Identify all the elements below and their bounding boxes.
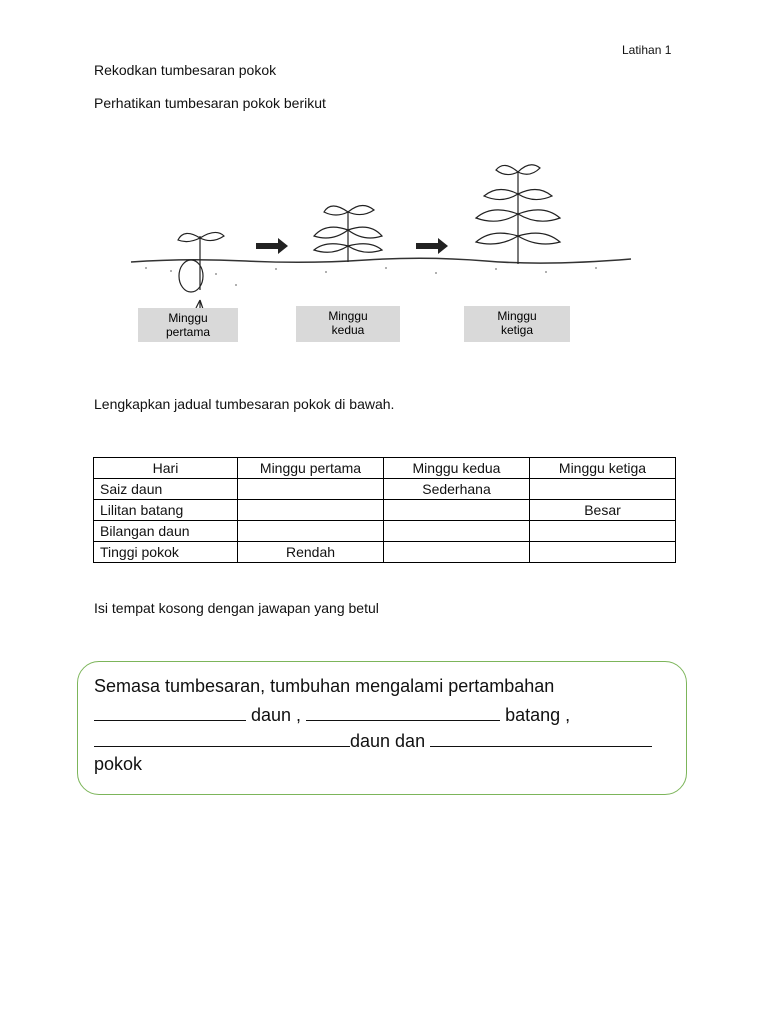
word-daun-dan: daun dan [350, 731, 426, 751]
answer-sentence-start: Semasa tumbesaran, tumbuhan mengalami pertambahan [94, 676, 555, 696]
table-instruction: Lengkapkan jadual tumbesaran pokok di bawah. [94, 396, 395, 412]
word-pokok: pokok [94, 754, 143, 774]
worksheet-title: Rekodkan tumbesaran pokok [94, 62, 277, 78]
table-header-row [94, 458, 676, 479]
row-label: Saiz daun [94, 479, 238, 500]
table-row [94, 521, 676, 542]
table-cell[interactable] [238, 521, 384, 542]
stage-label-2 [296, 306, 400, 342]
answer-box [77, 661, 687, 795]
stage-1-line1: Minggu [168, 311, 208, 325]
table-cell[interactable] [384, 542, 530, 563]
table-cell[interactable] [238, 500, 384, 521]
stage-2-line2: kedua [331, 323, 365, 337]
answer-line-3 [94, 728, 652, 752]
header-hari: Hari [94, 458, 238, 479]
word-daun: daun , [246, 705, 302, 725]
stage-3-line2: ketiga [500, 323, 534, 337]
table-cell[interactable] [384, 521, 530, 542]
table-cell[interactable] [238, 479, 384, 500]
plant-growth-figure [126, 150, 636, 350]
table-row [94, 479, 676, 500]
row-label: Tinggi pokok [94, 542, 238, 563]
header-week3: Minggu ketiga [530, 458, 676, 479]
stage-1-line2: pertama [165, 325, 211, 339]
stage-2-line1: Minggu [328, 309, 368, 323]
word-batang: batang , [500, 705, 571, 725]
header-week1: Minggu pertama [238, 458, 384, 479]
table-cell[interactable] [530, 521, 676, 542]
table-row [94, 542, 676, 563]
blank-field[interactable] [306, 702, 500, 721]
blank-field[interactable] [94, 702, 246, 721]
header-week2: Minggu kedua [384, 458, 530, 479]
fill-instruction: Isi tempat kosong dengan jawapan yang betul [94, 600, 379, 616]
blank-field[interactable] [430, 728, 652, 747]
stage-3-line1: Minggu [497, 309, 537, 323]
table-cell[interactable] [530, 479, 676, 500]
table-cell[interactable] [384, 500, 530, 521]
table-cell: Besar [530, 500, 676, 521]
table-row [94, 500, 676, 521]
stage-label-3 [464, 306, 570, 342]
observe-instruction: Perhatikan tumbesaran pokok berikut [94, 95, 326, 111]
stage-label-1 [138, 308, 238, 342]
row-label: Bilangan daun [94, 521, 238, 542]
table-cell: Sederhana [384, 479, 530, 500]
blank-field[interactable] [94, 728, 350, 747]
table-cell[interactable] [530, 542, 676, 563]
growth-table [93, 457, 676, 563]
row-label: Lilitan batang [94, 500, 238, 521]
table-cell: Rendah [238, 542, 384, 563]
answer-line-2 [94, 702, 570, 726]
exercise-label: Latihan 1 [622, 43, 672, 57]
